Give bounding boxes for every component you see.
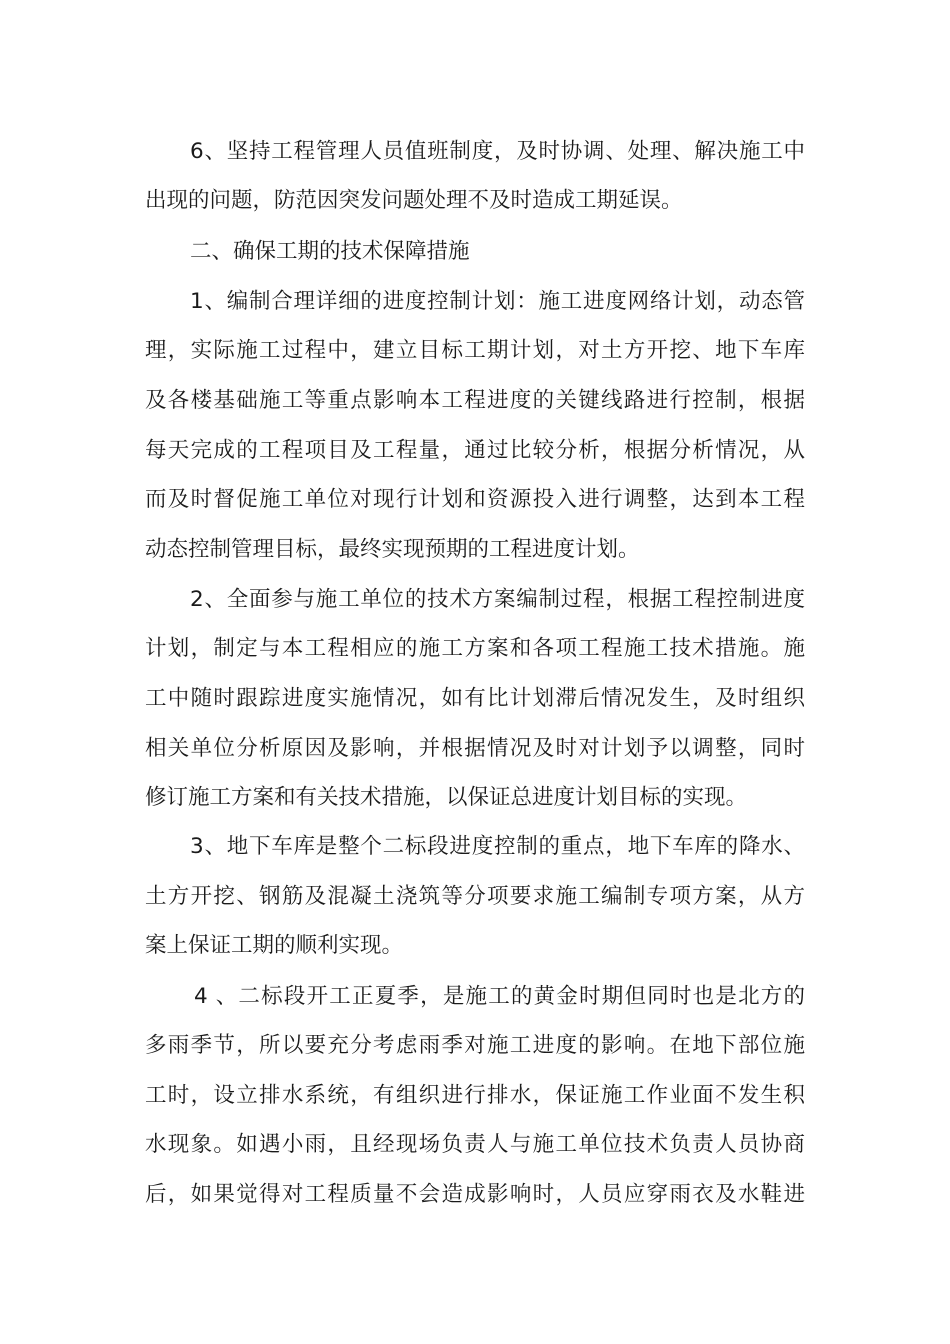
paragraph-line: 3、地下车库是整个二标段进度控制的重点，地下车库的降水、 [190, 834, 805, 859]
paragraph-line: 后，如果觉得对工程质量不会造成影响时，人员应穿雨衣及水鞋进 [145, 1182, 805, 1207]
paragraph-line: 工中随时跟踪进度实施情况，如有比计划滞后情况发生，及时组织 [145, 686, 805, 711]
paragraph-line: 1、编制合理详细的进度控制计划：施工进度网络计划，动态管 [190, 289, 805, 314]
paragraph-line: 动态控制管理目标，最终实现预期的工程进度计划。 [145, 537, 640, 562]
paragraph-line: 每天完成的工程项目及工程量，通过比较分析，根据分析情况，从 [145, 438, 805, 463]
paragraph-line: 修订施工方案和有关技术措施，以保证总进度计划目标的实现。 [145, 785, 748, 810]
section-heading: 二、确保工期的技术保障措施 [190, 239, 470, 264]
paragraph-line: 6、坚持工程管理人员值班制度，及时协调、处理、解决施工中 [190, 139, 805, 164]
paragraph-line: 出现的问题，防范因突发问题处理不及时造成工期延误。 [145, 188, 683, 213]
paragraph-line: 理，实际施工过程中，建立目标工期计划，对土方开挖、地下车库 [145, 338, 805, 363]
paragraph-line: 及各楼基础施工等重点影响本工程进度的关键线路进行控制，根据 [145, 388, 805, 413]
paragraph-line: 2、全面参与施工单位的技术方案编制过程，根据工程控制进度 [190, 587, 805, 612]
paragraph-line: 相关单位分析原因及影响，并根据情况及时对计划予以调整，同时 [145, 736, 805, 761]
paragraph-line: 4 、二标段开工正夏季，是施工的黄金时期但同时也是北方的 [194, 984, 805, 1009]
paragraph-line: 工时，设立排水系统，有组织进行排水，保证施工作业面不发生积 [145, 1083, 805, 1108]
paragraph-line: 多雨季节，所以要充分考虑雨季对施工进度的影响。在地下部位施 [145, 1033, 805, 1058]
paragraph-line: 水现象。如遇小雨，且经现场负责人与施工单位技术负责人员协商 [145, 1132, 805, 1157]
paragraph-line: 土方开挖、钢筋及混凝土浇筑等分项要求施工编制专项方案，从方 [145, 884, 805, 909]
paragraph-line: 而及时督促施工单位对现行计划和资源投入进行调整，达到本工程 [145, 487, 805, 512]
paragraph-line: 案上保证工期的顺利实现。 [145, 933, 404, 958]
paragraph-line: 计划，制定与本工程相应的施工方案和各项工程施工技术措施。施 [145, 636, 805, 661]
